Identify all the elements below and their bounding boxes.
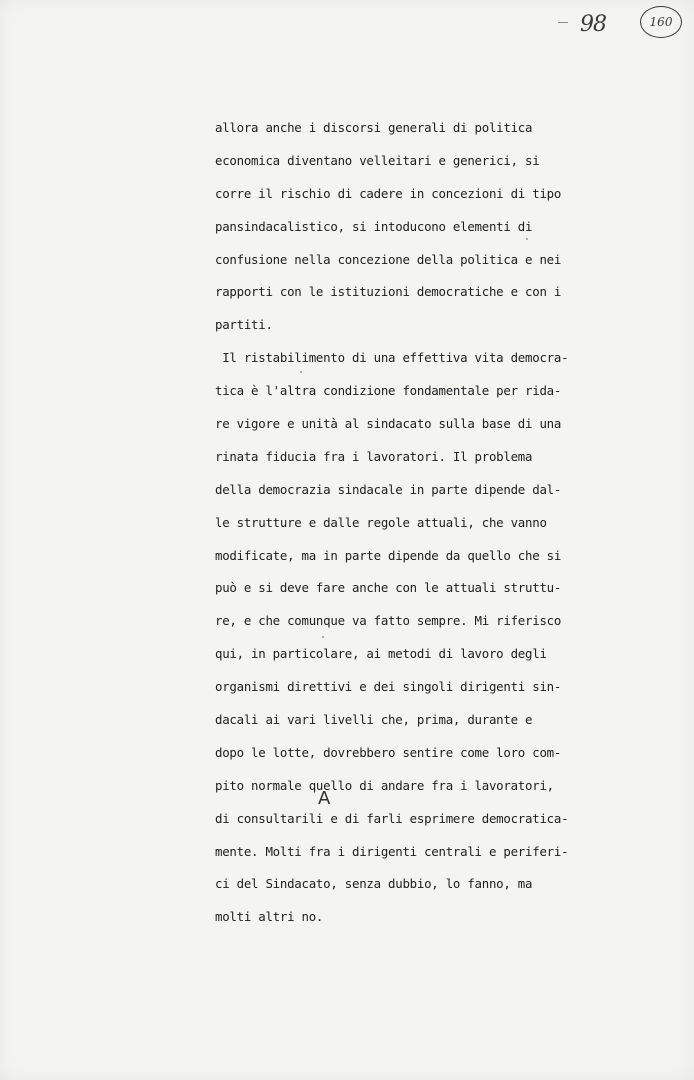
text-line: partiti. — [215, 317, 273, 333]
paper-speck — [300, 371, 302, 373]
text-line: modificate, ma in parte dipende da quello che si — [215, 547, 562, 563]
text-line: confusione nella concezione della politica e nei — [215, 251, 562, 267]
text-line: dacali ai vari livelli che, prima, durante e — [215, 712, 533, 728]
text-line: mente. Molti fra i dirigenti centrali e periferi- — [215, 843, 569, 859]
typewritten-body — [215, 112, 615, 934]
text-line: tica è l'altra condizione fondamentale per rida- — [215, 383, 562, 399]
handwritten-page-number: 98 — [580, 12, 606, 37]
text-line: molti altri no. — [215, 909, 324, 925]
text-line: allora anche i discorsi generali di politica — [215, 120, 533, 135]
text-line: qui, in particolare, ai metodi di lavoro degli — [215, 646, 547, 662]
handwritten-insertion-mark: A — [318, 788, 331, 809]
text-line: della democrazia sindacale in parte dipende dal- — [215, 481, 562, 497]
paper-speck — [322, 636, 324, 638]
text-line: rinata fiducia fra i lavoratori. Il problema — [215, 448, 533, 464]
text-line: re, e che comunque va fatto sempre. Mi riferisco — [215, 613, 562, 629]
text-line: di consultarili e di farli esprimere democratica- — [215, 810, 569, 826]
text-line: Il ristabilimento di una effettiva vita democra- — [215, 350, 569, 366]
text-line: corre il rischio di cadere in concezioni di tipo — [215, 185, 562, 201]
text-line: pansindacalistico, si intoducono elementi di — [215, 218, 533, 234]
text-line: può e si deve fare anche con le attuali struttu- — [215, 580, 562, 596]
text-line: ci del Sindacato, senza dubbio, lo fanno, ma — [215, 876, 533, 892]
pen-mark — [558, 22, 568, 23]
text-line: re vigore e unità al sindacato sulla base di una — [215, 416, 562, 432]
text-line: rapporti con le istituzioni democratiche e con i — [215, 284, 562, 300]
paper-speck — [526, 238, 528, 240]
text-line: pito normale quello di andare fra i lavoratori, — [215, 777, 554, 793]
text-line: economica diventano velleitari e generici, si — [215, 152, 540, 168]
text-line: le strutture e dalle regole attuali, che vanno — [215, 514, 547, 530]
circled-page-number: 160 — [640, 6, 682, 38]
text-line: organismi direttivi e dei singoli dirigenti sin- — [215, 679, 562, 695]
text-line: dopo le lotte, dovrebbero sentire come loro com- — [215, 744, 562, 760]
